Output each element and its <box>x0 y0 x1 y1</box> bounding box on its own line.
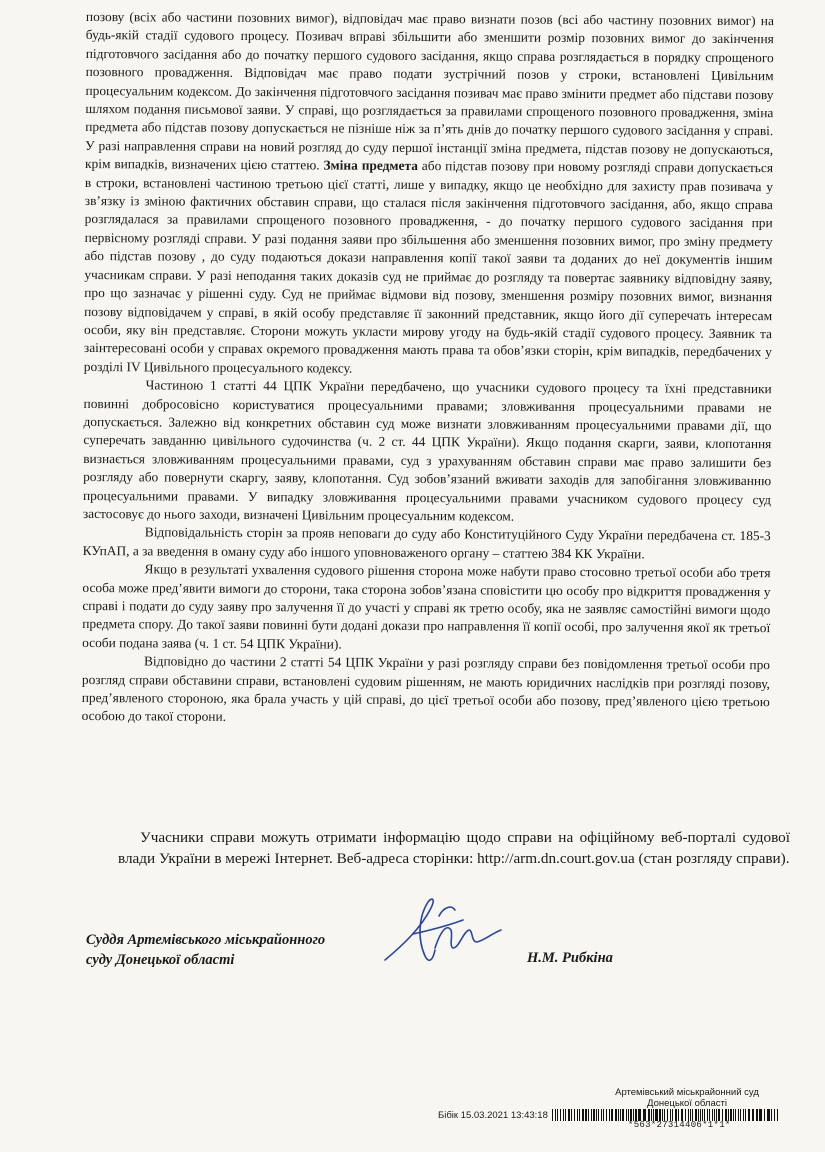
barcode-bar <box>748 1109 750 1121</box>
barcode-bar <box>563 1109 564 1121</box>
barcode-bar <box>552 1109 553 1121</box>
info-paragraph: Учасники справи можуть отримати інформацію щодо справи на офіційному веб-порталі судової влади України в мережі Інтернет. Веб-адреса сторінки: http://arm.dn.court.gov.ua (стан розгляду справи). <box>118 829 790 867</box>
stamp-datetime: Бібік 15.03.2021 13:43:18 <box>438 1109 548 1121</box>
barcode-bar <box>777 1109 778 1121</box>
signature-icon <box>373 890 513 970</box>
barcode-bar <box>591 1109 592 1121</box>
barcode-bar <box>738 1109 739 1121</box>
barcode-bar <box>735 1109 736 1121</box>
barcode-bar <box>774 1109 775 1121</box>
barcode-bar <box>560 1109 561 1121</box>
document-body <box>82 8 774 730</box>
judge-title <box>86 930 386 970</box>
barcode-bar <box>582 1109 584 1121</box>
barcode-bar <box>622 1109 624 1121</box>
barcode-bar <box>620 1109 621 1121</box>
barcode-bar <box>596 1109 597 1121</box>
judge-title-line-1: Суддя Артемівського міськрайонного <box>86 932 326 948</box>
barcode-bar <box>568 1109 570 1121</box>
barcode-bar <box>615 1109 617 1121</box>
barcode-bar <box>743 1109 744 1121</box>
court-stamp <box>602 1087 772 1109</box>
paragraph-5: Відповідно до частини 2 статті 54 ЦПК України у разі розгляду справи без повідомлення третьої особи про розгляд справи обставини справи, встановлені судовим рішенням, не мають юридичних наслідків при розгляді позову, пред’явленого стороною, яка брала участь у цій справі, до цієї третьої особи або позову, пред’явленого цією третьою особою до такої сторони. <box>81 653 771 725</box>
barcode-bar <box>579 1109 580 1121</box>
barcode-bar <box>759 1109 762 1121</box>
paragraph-4: Якщо в результаті ухвалення судового рішення сторона може набути право стосовно третьої особи або третя особа може пред’явити вимоги до сторони, така сторона зобов’язана сповістити цю особу про відкриття провадження у справі і подати до суду заяву про залучення її до участі у справі як третю особу, яка не заявляє самостійні вимоги щодо предмета спору. До такої заяви повинні бути додані докази про направлення її копії особі, про залучення якої як третьої особи подана заява (ч. 1 ст. 54 ЦПК України). <box>82 561 771 652</box>
barcode-bar <box>555 1109 556 1121</box>
barcode-bar <box>601 1109 602 1121</box>
barcode-bar <box>618 1109 619 1121</box>
paragraph-2: Частиною 1 статті 44 ЦПК України передбачено, що учасники судового процесу та їхні представники повинні добросовісно користуватися процесуальними правами; зловживання процесуальними правами не допускається. Залежно від конкретних обставин суд може визнати зловживанням процесуальними правами дії, що суперечать завданню цивільного судочинства (ч. 2 ст. 44 ЦПК України). Якщо подання скарги, заяви, клопотання визнається зловживанням процесуальними правами, суд з урахуванням обставин справи має право залишити без розгляду або повернути скаргу, заяву, клопотання. Суд зобов’язаний вживати заходів для запобігання зловживанню процесуальними правами. У випадку зловживання процесуальними правами учасником судового процесу суд застосовує до нього заходи, визначені Цивільним процесуальним кодексом. <box>82 377 772 524</box>
barcode-bar <box>752 1109 754 1121</box>
barcode-bar <box>574 1109 575 1121</box>
barcode-bar <box>609 1109 610 1121</box>
court-stamp-line-2: Донецької області <box>647 1098 727 1109</box>
barcode-bar <box>593 1109 595 1121</box>
barcode-bar <box>603 1109 604 1121</box>
bold-phrase: Зміна предмета <box>323 157 418 174</box>
barcode-bar <box>577 1109 578 1121</box>
barcode-bar <box>606 1109 607 1121</box>
barcode-bar <box>771 1109 772 1121</box>
barcode-bar <box>764 1109 765 1121</box>
paragraph-3: Відповідальність сторін за прояв неповаги до суду або Конституційного Суду України передбачена ст. 185-3 КУпАП, а за введення в оману суду або іншого уповноваженого органу – статтею 384 КК України. <box>82 524 771 562</box>
barcode-bar <box>565 1109 566 1121</box>
barcode-bar <box>767 1109 770 1121</box>
stamp-code: *563*27314406*1*1* <box>628 1120 731 1130</box>
barcode-bar <box>740 1109 741 1121</box>
barcode-bar <box>585 1109 587 1121</box>
barcode-bar <box>598 1109 599 1121</box>
court-stamp-line-1: Артемівський міськрайонний суд <box>615 1087 759 1098</box>
judge-title-line-2: суду Донецької області <box>86 952 235 968</box>
barcode-bar <box>745 1109 746 1121</box>
paragraph-1: позову (всіх або частини позовних вимог), відповідач має право визнати позов (всі або частину позовних вимог) на будь-якій стадії судового процесу. Позивач вправі збільшити або зменшити розмір позовних вимог до закінчення підготовчого засідання або до початку першого судового засідання, якщо справа розглядається в порядку спрощеного позовного провадження. Відповідач має право подати зустрічний позов у строки, встановлені Цивільним процесуальним кодексом. До закінчення підготовчого засідання позивач має право змінити предмет або підстави позову шляхом подання письмової заяви. У справі, що розглядається за правилами спрощеного позовного провадження, зміна предмета або підстав позову допускається не пізніше ніж за п’ять днів до початку першого судового засідання у справі. У разі направлення справи на новий розгляд до суду першої інстанції зміна предмета, підстав позову не допускаються, крім випадків, визначених цією статтею. Зміна предмета або підстав позову при новому розгляді справи допускається в строки, встановлені частиною третьою цієї статті, лише у випадку, якщо це необхідно для захисту прав позивача у зв’язку із зміною фактичних обставин справи, що сталася після закінчення підготовчого засідання, або, якщо справа розглядалася за правилами спрощеного позовного провадження, - до початку першого судового засідання при первісному розгляді справи. У разі подання заяви про збільшення або зменшення позовних вимог, про зміну предмету або підстав позову , до суду подаються докази направлення копії такої заяви та доданих до неї документів іншим учасникам справи. У разі неподання таких доказів суд не приймає до розгляду та повертає заявнику відповідну заяву, про що зазначає у рішенні суду. Суд не приймає відмови від позову, зменшення розміру позовних вимог, визнання позову відповідачем у справі, в якій особу представляє її законний представник, якщо його дії суперечать інтересам особи, яку він представляє. Сторони можуть укласти мирову угоду на будь-якій стадії судового процесу. Заявник та заінтересовані особи у справах окремого провадження мають права та обов’язки сторін, крім випадків, передбачених у розділі IV Цивільного процесуального кодексу. <box>83 8 774 376</box>
barcode-bar <box>756 1109 758 1121</box>
judge-name: Н.М. Рибкіна <box>527 950 613 966</box>
barcode-bar <box>571 1109 572 1121</box>
barcode-bar <box>733 1109 734 1121</box>
barcode-bar <box>626 1109 627 1121</box>
barcode-bar <box>611 1109 613 1121</box>
barcode-bar <box>588 1109 589 1121</box>
barcode-bar <box>557 1109 558 1121</box>
